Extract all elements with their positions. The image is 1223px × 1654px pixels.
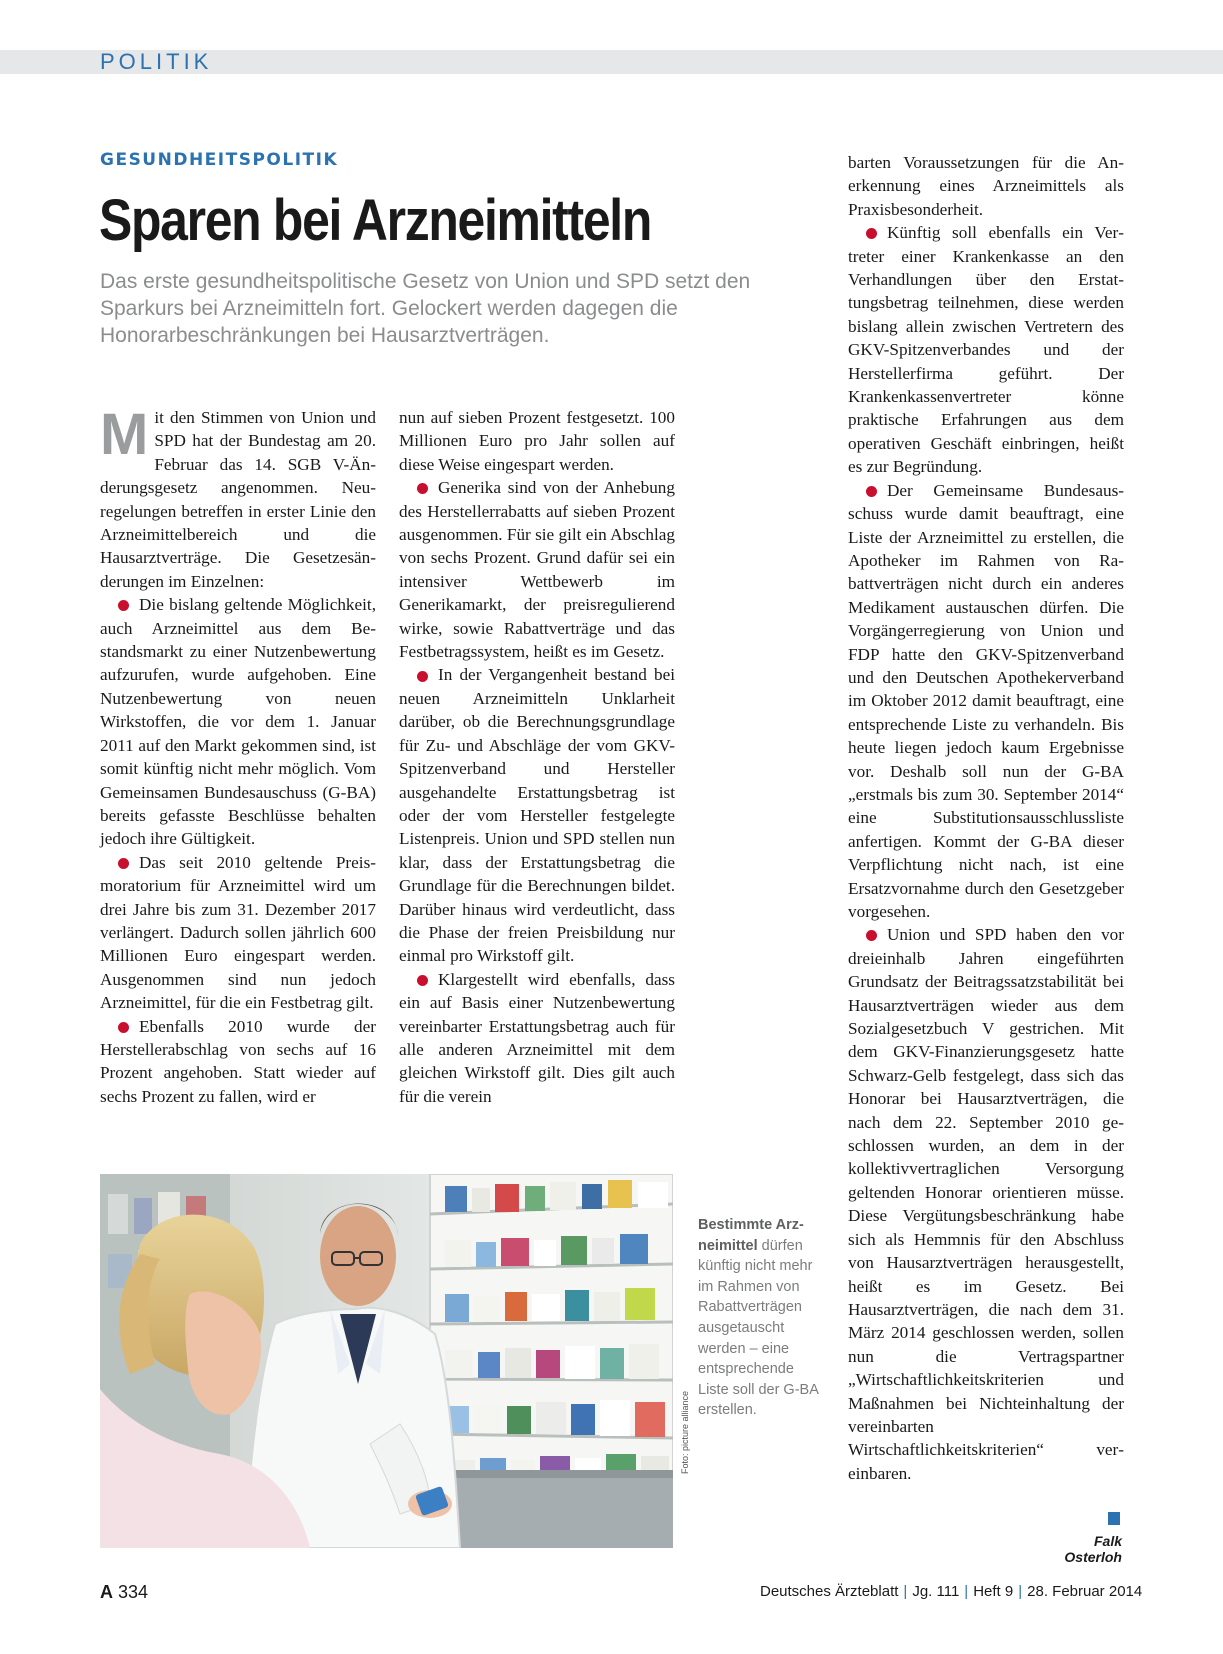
pharmacy-photo	[100, 1174, 673, 1548]
bullet-paragraph	[848, 923, 1124, 1485]
footer-separator: |	[903, 1583, 908, 1600]
paragraph-text: Die bislang geltende Möglichkeit, auch Arzneimittel aus dem Bestandsmarkt zu einer Nutzenbewertung aufzurufen, wurde aufgehoben. Eine Nutzenbewertung von neuen Wirkstoffen, die vor dem 1. Januar 2011 auf den Markt gekommen sind, ist somit künftig nicht mehr möglich. Vom Gemeinsamen Bundesauschuss (G-BA) bereits gefasste Beschlüsse behalten jedoch ihre Gültigkeit.	[100, 595, 376, 849]
article-lead: Das erste gesundheitspolitische Gesetz von Union und SPD setzt den Sparkurs bei Arzneimitteln fort. Gelockert werden dagegen die Honorarbeschränkungen bei Hausarztverträgen.	[100, 270, 751, 347]
bullet-icon	[118, 858, 129, 869]
journal-issue: Heft 9	[973, 1583, 1014, 1600]
bullet-paragraph	[399, 663, 675, 967]
article-title: Sparen bei Arzneimitteln	[99, 188, 652, 253]
paragraph-text: Ebenfalls 2010 wurde der Herstellerabschlag von sechs auf 16 Prozent angehoben. Statt wieder auf sechs Prozent zu fallen, wird er	[100, 1016, 376, 1106]
paragraph-text: nun auf sieben Prozent festgesetzt. 100 Millionen Euro pro Jahr sollen auf diese Weise eingespart werden.	[399, 408, 675, 474]
bullet-icon	[866, 228, 877, 239]
paragraph-text: it den Stimmen von Union und SPD hat der Bundestag am 20. Februar das 14. SGB V-Änderungsgesetz angenommen. Neuregelungen betreffen in erster Linie den Arzneimittelbereich und die Hausarztverträge. Die Gesetzesänderungen im Einzelnen:	[100, 408, 376, 591]
page-prefix: A	[100, 1582, 113, 1602]
bullet-icon	[118, 600, 129, 611]
bullet-icon	[866, 930, 877, 941]
journal-volume: Jg. 111	[912, 1583, 960, 1600]
journal-date: 28. Februar 2014	[1027, 1583, 1143, 1600]
text-column-1	[100, 402, 376, 1108]
bullet-icon	[417, 975, 428, 986]
section-label: POLITIK	[100, 49, 213, 74]
page-number-value: 334	[118, 1582, 149, 1602]
text-column-2	[399, 406, 675, 1108]
intro-paragraph	[100, 402, 376, 593]
caption-bold: Bestimmte Arzneimittel	[698, 1217, 804, 1254]
bullet-paragraph	[399, 968, 675, 1108]
bullet-icon	[866, 486, 877, 497]
bullet-icon	[118, 1022, 129, 1033]
journal-footer	[760, 1583, 1143, 1600]
end-mark-icon	[1108, 1512, 1120, 1525]
bullet-paragraph	[848, 221, 1124, 478]
paragraph-text: Generika sind von der Anhebung des Herstellerrabatts auf sieben Prozent ausgenommen. Für sie gilt ein Abschlag von sechs Prozent. Grund dafür sei ein intensiver Wettbewerb im Generikamarkt, der preisregulierend wirke, sowie Rabattverträge und das Festbetragssystem, heißt es im Gesetz.	[399, 478, 675, 662]
text-column-3	[848, 151, 1124, 1485]
paragraph-text: barten Voraussetzungen für die Anerkennung eines Arzneimittels als Praxisbesonderheit.	[848, 153, 1124, 219]
article-author: Falk Osterloh	[1064, 1533, 1122, 1565]
photo-illustration	[100, 1174, 673, 1548]
bullet-paragraph	[399, 476, 675, 663]
drop-cap: M	[100, 402, 149, 467]
footer-separator: |	[1018, 1583, 1023, 1600]
bullet-paragraph	[100, 1015, 376, 1109]
paragraph-text: Klargestellt wird ebenfalls, dass ein auf Basis einer Nutzenbewertung vereinbarter Erstattungsbetrag auch für alle anderen Arzneimittel mit dem gleichen Wirkstoff gilt. Dies gilt auch für die verein	[399, 969, 675, 1106]
bullet-paragraph	[100, 593, 376, 850]
paragraph-text: In der Vergangenheit bestand bei neuen Arzneimitteln Unklarheit darüber, ob die Berechnungsgrundlage für Zu- und Abschläge der vom GKV-Spitzenverband und Hersteller ausgehandelte Erstattungsbetrag ist oder der vom Hersteller festgelegte Listenpreis. Union und SPD stellen nun klar, dass der Erstattungsbetrag die Grundlage für die Berechnungen bildet. Darüber hinaus wird verdeutlicht, dass die Phase der freien Preisbildung nur einmal pro Wirkstoff gilt.	[399, 665, 675, 966]
footer-separator: |	[964, 1583, 969, 1600]
paragraph-text: Der Gemeinsame Bundesausschuss wurde damit beauftragt, eine Liste der Arzneimittel zu erstellen, die Apotheker im Rahmen von Rabattverträgen nicht durch ein anderes Medikament austauschen dürfen. Die Vorgängerregierung von Union und FDP hatte den GKV-Spitzenverband und den Deutschen Apothekerverband im Oktober 2012 damit beauftragt, eine entsprechende Liste zu verhandeln. Bis heute liegen jedoch kaum Ergebnisse vor. Deshalb soll nun der G-BA „erstmals bis zum 30. September 2014“ eine Substitutionsausschlussliste anfertigen. Kommt der G-BA dieser Verpflichtung nicht nach, ist eine Ersatzvornahme durch den Gesetzgeber vorgesehen.	[848, 480, 1124, 921]
bullet-icon	[417, 483, 428, 494]
paragraph-text: Das seit 2010 geltende Preismoratorium für Arzneimittel wird um drei Jahre bis zum 31. Dezember 2017 verlängert. Dadurch sollen jährlich 600 Millionen Euro eingespart werden. Ausgenommen sind nun jedoch Arzneimittel, für die ein Festbetrag gilt.	[100, 852, 376, 1013]
paragraph-text: Union und SPD haben den vor dreieinhalb Jahren eingeführten Grundsatz der Beitragssatzstabilität bei Hausarztverträgen wieder aus dem Sozialgesetzbuch V gestrichen. Mit dem GKV-Finanzierungsgesetz hatte Schwarz-Gelb festgelegt, dass sich das Honorar bei Hausarztverträgen, die nach dem 22. September 2010 geschlossen wurden, an dem in der kollektivvertraglichen Versorgung geltenden Honorar orientieren müsse. Diese Vergütungsbeschränkung habe sich als Hemmnis für den Abschluss von Hausarztverträgen herausgestellt, heißt es im Gesetz. Bei Hausarztverträgen, die nach dem 31. März 2014 geschlossen werden, sollen nun die Vertragspartner „Wirtschaftlichkeitskriterien und Maßnahmen bei Nichteinhaltung der vereinbarten Wirtschaftlichkeitskriterien“ vereinbaren.	[848, 925, 1124, 1483]
paragraph-text: Künftig soll ebenfalls ein Vertreter einer Krankenkasse an den Verhandlungen über den Erstattungsbetrag teilnehmen, diese werden bislang allein zwischen Vertretern des GKV-Spitzenverbandes und der Herstellerfirma geführt. Der Krankenkassenvertreter könne praktische Erfahrungen aus dem operativen Geschäft einbringen, heißt es zur Begründung.	[848, 223, 1124, 477]
bullet-paragraph	[100, 851, 376, 1015]
photo-credit: Foto: picture alliance	[680, 1390, 690, 1474]
page-number	[100, 1582, 148, 1603]
bullet-paragraph	[848, 479, 1124, 924]
photo-caption	[698, 1215, 826, 1421]
journal-name: Deutsches Ärzteblatt	[760, 1583, 899, 1600]
article-kicker: GESUNDHEITSPOLITIK	[100, 150, 339, 170]
bullet-icon	[417, 671, 428, 682]
caption-text: dürfen künftig nicht mehr im Rahmen von Rabattverträgen ausgetauscht werden – eine entsprechende Liste soll der G-BA erstellen.	[698, 1237, 819, 1419]
